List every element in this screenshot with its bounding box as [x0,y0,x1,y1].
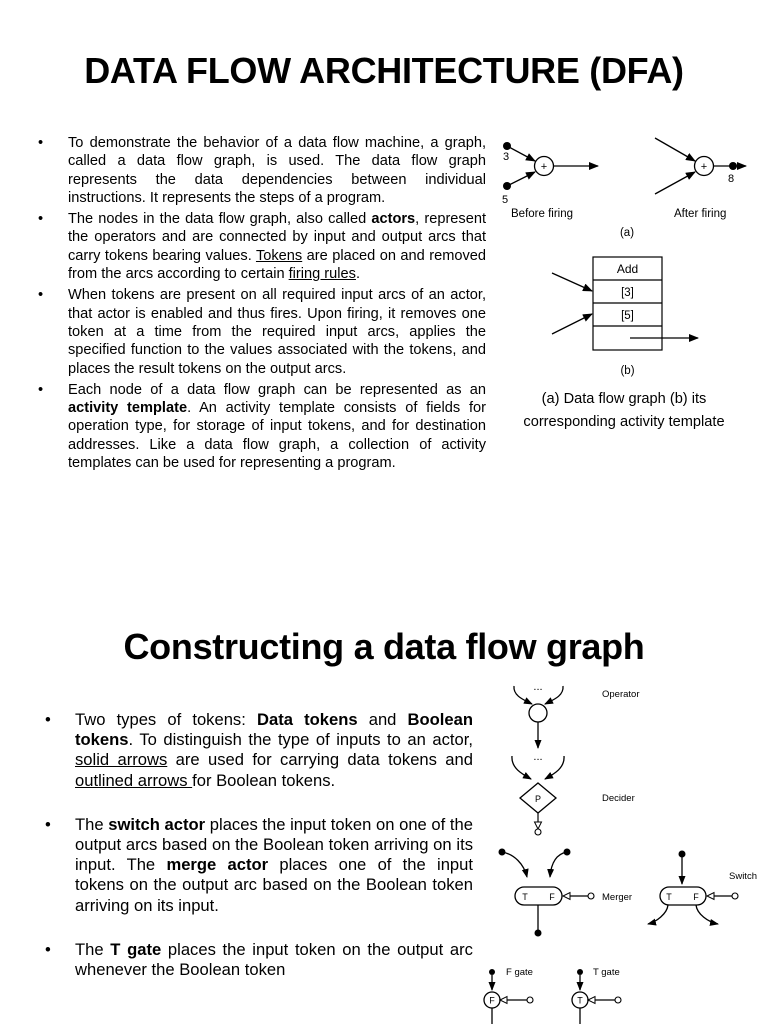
actor-types-diagram [480,678,768,1024]
dfa-bullet-list [38,134,487,475]
data-flow-figure [490,130,768,385]
bold-term: switch actor [108,814,206,834]
bullet-text: To demonstrate the behavior of a data flow machine, a graph, called a data flow graph, is used. The data flow graph represents the data dependencies between individual instructions. It represents the steps of a program. [68,135,486,206]
activity-template [552,257,698,377]
slide-title-dfa: DATA FLOW ARCHITECTURE (DFA) [84,50,684,91]
list-item [45,939,473,980]
bullet-dot: • [38,287,44,304]
decider-actor [512,751,635,835]
bold-term: actors [371,211,416,228]
actor-types-figure [480,678,768,1024]
f-gate-actor [484,967,533,1024]
caption-line: (a) Data flow graph (b) its [541,391,707,407]
ellipsis-text: ... [533,681,543,693]
decider-label: Decider [602,793,635,804]
bold-term: merge actor [166,855,269,875]
bold-term: activity template [68,400,188,417]
list-item [38,134,486,207]
token-value-8: 8 [728,173,735,185]
underlined-term: solid arrows [75,750,168,770]
switch-label: Switch [729,871,757,882]
bullet-dot: • [45,710,51,729]
ellipsis-text: ... [533,751,543,763]
merger-label: Merger [602,892,633,903]
bold-term: Boolean tokens [75,710,474,750]
operator-actor [514,681,640,748]
list-item [38,286,486,377]
bullet-dot: • [38,135,44,151]
bullet-dot: • [38,211,44,228]
before-firing-graph [502,142,598,220]
merger-t: T [522,892,528,902]
plus-sign: + [540,161,548,173]
merger-actor [499,849,633,937]
caption-line: corresponding activity template [523,414,725,430]
bullet-text: . [355,266,361,283]
plus-sign: + [700,161,708,173]
before-firing-label: Before firing [511,208,574,220]
list-item [45,710,474,791]
bullet-dot: • [45,814,51,834]
t-gate-label: T gate [593,967,620,978]
bullet-text: and [357,710,408,729]
bullet-text: The [75,939,111,959]
bullet-text: for Boolean tokens. [192,770,336,790]
token-dot [503,142,511,150]
operator-label: Operator [602,689,640,700]
switch-actor [648,851,757,925]
token-value-3: 3 [503,151,510,163]
bullet-text: . To distinguish the type of inputs to an actor, [128,730,473,750]
f-gate-label: F gate [506,967,533,978]
underlined-term: outlined arrows [75,770,193,790]
figure-label-b: (b) [620,365,635,377]
data-flow-diagram [490,130,768,385]
bullet-dot: • [38,381,44,398]
list-item [45,814,473,916]
switch-f: F [693,892,699,902]
bullet-text: , represent the operators and are connected by input and output arcs that carry tokens bearing values. [68,211,487,264]
f-gate-f: F [489,995,495,1006]
bullet-text: are used for carrying data tokens and [167,750,473,770]
bold-term: Data tokens [256,710,358,729]
slide-constructing-graph [0,590,768,1024]
token-dot [503,182,511,190]
after-firing-graph [655,138,746,220]
underlined-term: firing rules [288,266,356,283]
token-value-5: 5 [502,194,509,206]
template-op: Add [616,262,639,276]
token-dot [729,162,737,170]
decider-p: P [534,794,542,804]
template-field-1: [3] [621,287,634,299]
bullet-text: Each node of a data flow graph can be represented as an [68,381,486,398]
constructing-bullet-list [45,710,474,1004]
underlined-term: Tokens [255,247,303,264]
figure-label-a: (a) [619,227,635,239]
bullet-dot: • [45,939,51,959]
t-gate-t: T [577,995,583,1006]
list-item [38,381,486,472]
merger-f: F [549,892,555,902]
bullet-text: are placed on and removed from the arcs according to certain [68,247,486,283]
operator-node [529,704,547,722]
bullet-text: places the input token on one of the output arcs based on the Boolean token arriving on its input. The [75,814,473,875]
bullet-text: . An activity template consists of fields for operation type, for storage of input tokens, and for destination addresses. Like a data flow graph, a collection of activity templates can be used for representing a program. [68,400,486,472]
slide-title-constructing: Constructing a data flow graph [123,626,645,667]
bullet-text: Two types of tokens: [75,710,257,729]
t-gate-actor [572,967,621,1024]
switch-t: T [666,892,672,902]
after-firing-label: After firing [674,208,727,220]
bold-term: T gate [110,939,162,959]
bullet-text: The [75,814,109,834]
bullet-text: places one of the input tokens on the output arc based on the Boolean token arriving on its input. [75,855,473,915]
bullet-text: The nodes in the data flow graph, also called [68,211,372,228]
list-item [38,210,487,283]
bullet-text: When tokens are present on all required input arcs of an actor, that actor is enabled and thus fires. Upon firing, it removes one token at a time from the required input arcs, applies the specified function to the values associated with the tokens, and places the result tokens on the output arcs. [68,287,486,377]
template-field-2: [5] [621,310,634,322]
bullet-text: places the input token on the output arc whenever the Boolean token [75,939,473,980]
figure-caption [490,388,758,434]
